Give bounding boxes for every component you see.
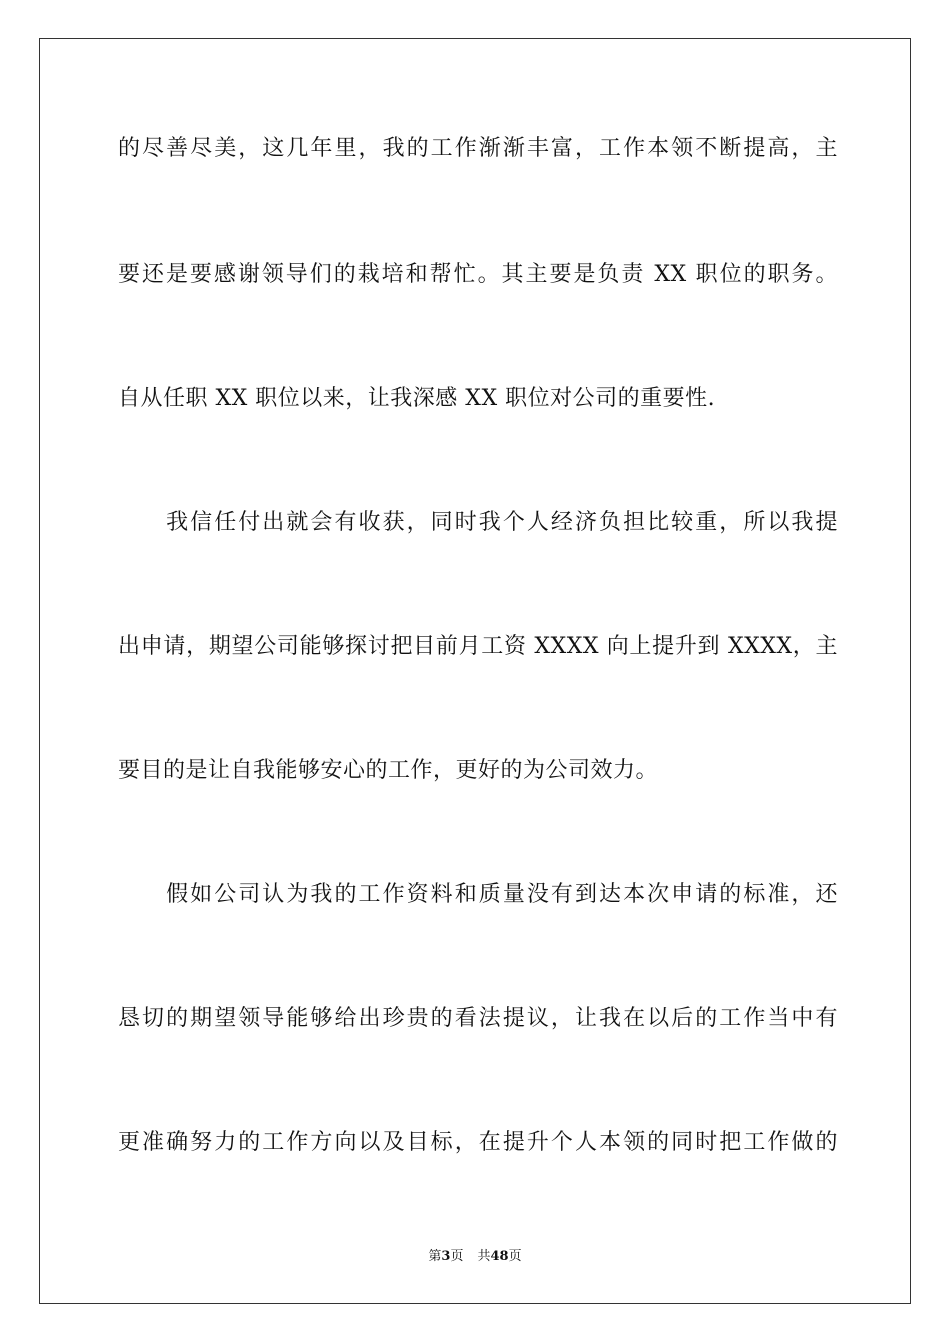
text-line-8: 恳切的期望领导能够给出珍贵的看法提议，让我在以后的工作当中有 [118,1006,838,1031]
text-line-2: 要还是要感谢领导们的栽培和帮忙。其主要是负责 XX 职位的职务。 [118,262,838,287]
text-line-9: 更准确努力的工作方向以及目标，在提升个人本领的同时把工作做的 [118,1130,838,1155]
total-label-prefix: 共 [477,1249,491,1264]
text-line-1: 的尽善尽美，这几年里，我的工作渐渐丰富，工作本领不断提高，主 [118,136,838,161]
page-footer [0,1248,950,1266]
page-label-prefix: 第 [428,1249,442,1264]
text-line-4: 我信任付出就会有收获，同时我个人经济负担比较重，所以我提 [118,510,838,535]
total-label-suffix: 页 [508,1249,522,1264]
page-number: 3 [441,1249,451,1264]
text-line-5: 出申请，期望公司能够探讨把目前月工资 XXXX 向上提升到 XXXX，主 [118,634,838,659]
text-line-6: 要目的是让自我能够安心的工作，更好的为公司效力。 [118,758,659,783]
total-pages: 48 [490,1249,509,1264]
page-label-suffix: 页 [450,1249,464,1264]
text-line-3: 自从任职 XX 职位以来，让我深感 XX 职位对公司的重要性. [118,386,716,411]
page-border [39,38,911,1304]
text-line-7: 假如公司认为我的工作资料和质量没有到达本次申请的标准，还 [118,882,838,907]
